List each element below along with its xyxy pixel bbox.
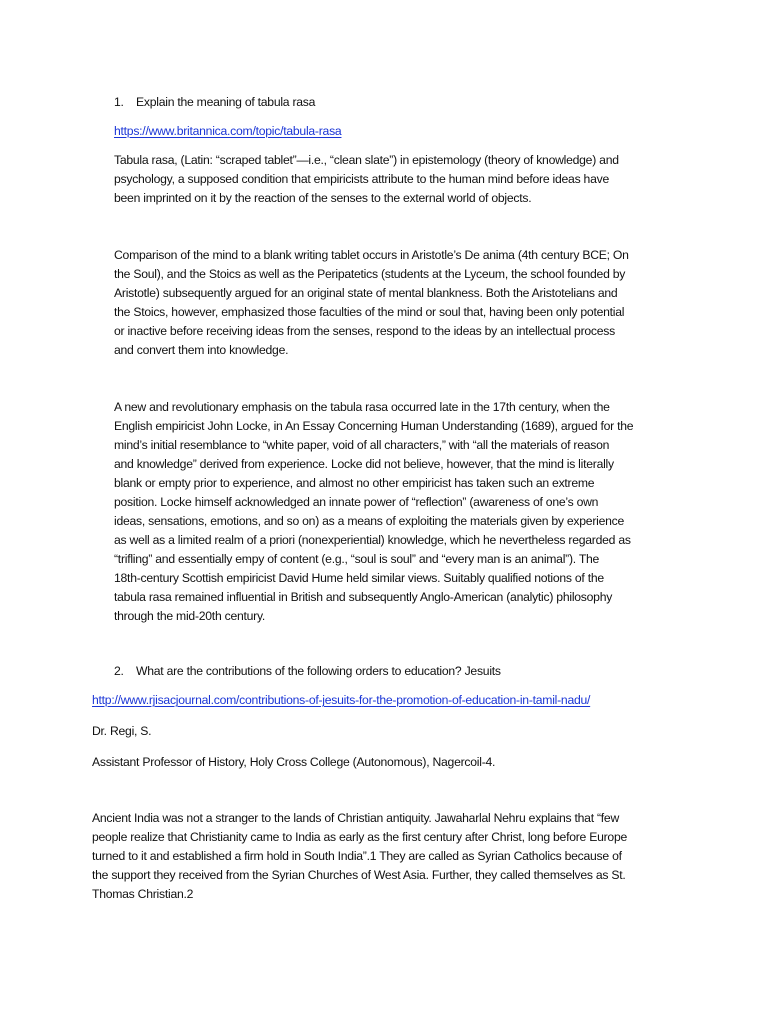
paragraph-line: Thomas Christian.2 bbox=[92, 887, 194, 901]
paragraph-line: and knowledge” derived from experience. Locke did not believe, however, that the mind is literally bbox=[114, 457, 614, 471]
question-2-number: 2. bbox=[114, 664, 124, 678]
paragraph-line: Ancient India was not a stranger to the lands of Christian antiquity. Jawaharlal Nehru explains that “few bbox=[92, 811, 620, 825]
paragraph-line: blank or empty prior to experience, and almost no other empiricist has taken such an extreme bbox=[114, 476, 595, 490]
rjisac-journal-link[interactable]: http://www.rjisacjournal.com/contributions-of-jesuits-for-the-promotion-of-education-in-tamil-nadu/ bbox=[92, 693, 591, 707]
paragraph-line: psychology, a supposed condition that empiricists attribute to the human mind before ideas have bbox=[114, 172, 609, 186]
paragraph-line: 18th-century Scottish empiricist David Hume held similar views. Suitably qualified notions of the bbox=[114, 571, 604, 585]
paragraph-line: people realize that Christianity came to India as early as the first century after Christ, long before Europe bbox=[92, 830, 628, 844]
paragraph-line: ideas, sensations, emotions, and so on) as a means of exploiting the materials given by experience bbox=[114, 514, 625, 528]
britannica-link[interactable]: https://www.britannica.com/topic/tabula-rasa bbox=[114, 124, 342, 138]
paragraph-line: English empiricist John Locke, in An Essay Concerning Human Understanding (1689), argued for the bbox=[114, 419, 634, 433]
paragraph-line: tabula rasa remained influential in British and subsequently Anglo-American (analytic) philosophy bbox=[114, 590, 613, 604]
question-1-text: Explain the meaning of tabula rasa bbox=[136, 95, 316, 109]
author-affiliation: Assistant Professor of History, Holy Cross College (Autonomous), Nagercoil-4. bbox=[92, 755, 496, 769]
paragraph-line: and convert them into knowledge. bbox=[114, 343, 289, 357]
question-1-number: 1. bbox=[114, 95, 124, 109]
question-2-text: What are the contributions of the following orders to education? Jesuits bbox=[136, 664, 501, 678]
author-name: Dr. Regi, S. bbox=[92, 724, 152, 738]
question-2-heading bbox=[114, 662, 501, 680]
paragraph-line: position. Locke himself acknowledged an innate power of “reflection” (awareness of one’s own bbox=[114, 495, 599, 509]
paragraph-line: the Stoics, however, emphasized those faculties of the mind or soul that, having been only potential bbox=[114, 305, 625, 319]
paragraph-line: Comparison of the mind to a blank writing tablet occurs in Aristotle’s De anima (4th century BCE; On bbox=[114, 248, 629, 262]
paragraph-line: the Soul), and the Stoics as well as the Peripatetics (students at the Lyceum, the school founded by bbox=[114, 267, 626, 281]
paragraph-line: Tabula rasa, (Latin: “scraped tablet”—i.e., “clean slate”) in epistemology (theory of knowledge) and bbox=[114, 153, 619, 167]
paragraph-line: “trifling” and essentially empy of content (e.g., “soul is soul” and “every man is an animal”). The bbox=[114, 552, 600, 566]
paragraph-line: the support they received from the Syrian Churches of West Asia. Further, they called themselves as St. bbox=[92, 868, 626, 882]
paragraph-line: as well as a limited realm of a priori (nonexperiential) knowledge, which he nevertheless regarded as bbox=[114, 533, 631, 547]
paragraph-line: Aristotle) subsequently argued for an original state of mental blankness. Both the Aristotelians and bbox=[114, 286, 618, 300]
paragraph-line: A new and revolutionary emphasis on the tabula rasa occurred late in the 17th century, when the bbox=[114, 400, 610, 414]
paragraph-line: been imprinted on it by the reaction of the senses to the external world of objects. bbox=[114, 191, 532, 205]
question-1-heading bbox=[114, 93, 315, 111]
paragraph-line: or inactive before receiving ideas from the senses, respond to the ideas by an intellectual process bbox=[114, 324, 615, 338]
paragraph-line: through the mid-20th century. bbox=[114, 609, 266, 623]
paragraph-line: mind’s initial resemblance to “white paper, void of all characters,” with “all the materials of reason bbox=[114, 438, 610, 452]
paragraph-line: turned to it and established a firm hold in South India”.1 They are called as Syrian Catholics because of bbox=[92, 849, 622, 863]
